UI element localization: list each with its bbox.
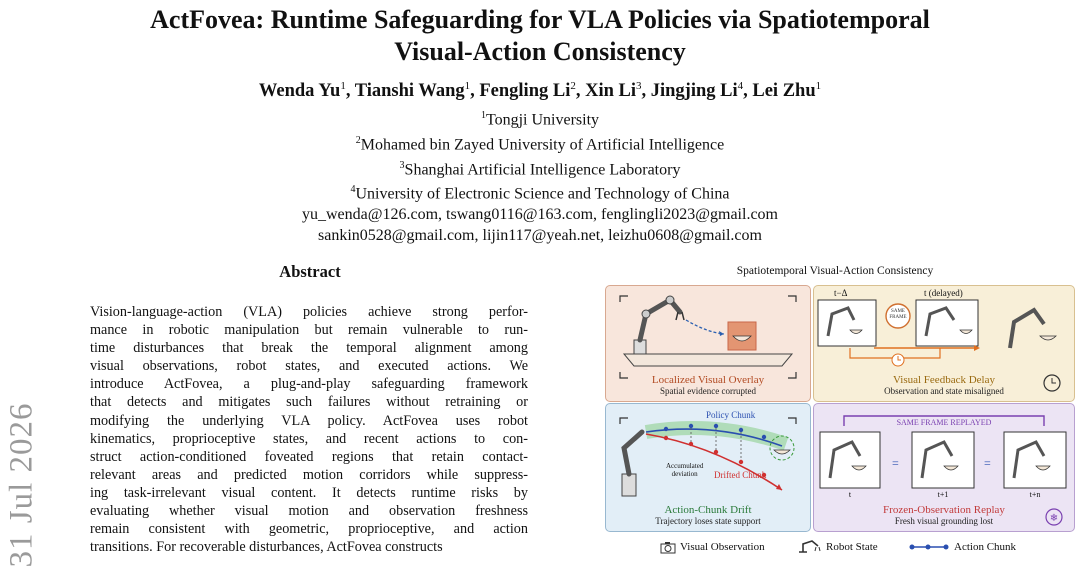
paper-title-line-2: Visual-Action Consistency [394, 37, 686, 66]
overlay-caption [606, 374, 810, 396]
affiliation-number: 1 [480, 110, 486, 121]
deviation-label: Accumulated deviation [666, 462, 704, 478]
replay-frame-label-t1: t+1 [937, 490, 949, 499]
email-line-2: sankin0528@gmail.com, lijin117@yeah.net, leizhu0608@gmail.com [318, 226, 762, 244]
author-name: Xin Li [585, 81, 636, 102]
abstract-line: visual observations, robot states, and executed actions. We [90, 358, 528, 375]
abstract-line: struct action-conditioned foveated regions that retain contact- [90, 448, 528, 465]
policy-chunk-label: Policy Chunk [706, 410, 756, 420]
affiliation-line [0, 106, 1080, 131]
arxiv-side-stamp [2, 388, 42, 581]
legend-action-chunk: Action Chunk [954, 541, 1017, 553]
abstract-line: evaluating whether visual motion and observation freshness [90, 503, 528, 520]
abstract-line: Vision-language-action (VLA) policies achieve strong perfor- [90, 304, 528, 320]
author-affiliation-mark: 1 [815, 80, 822, 92]
abstract-line: kinematics, proprioceptive states, and recent actions to con- [90, 430, 528, 447]
drift-subtitle: Trajectory loses state support [655, 516, 761, 526]
replay-frame-label-t: t [848, 490, 852, 499]
replay-frame-label-tn: t+n [1029, 490, 1041, 499]
abstract-line: remain consistent with geometric, proprioceptive, and action [90, 521, 528, 538]
legend-robot-state: Robot State [826, 541, 878, 553]
affiliation-name: Shanghai Artificial Intelligence Laboratory [404, 160, 681, 178]
affiliation-name: Mohamed bin Zayed University of Artificial Intelligence [360, 136, 725, 154]
replay-title: Frozen-Observation Replay [883, 504, 1005, 516]
affiliation-number: 4 [350, 184, 356, 196]
affiliation-name: University of Electronic Science and Technology of China [355, 185, 730, 203]
action-chunk-icon [908, 541, 950, 553]
replay-banner: SAME FRAME REPLAYED [896, 418, 992, 427]
abstract-line: time disturbances that break the temporal alignment among [90, 340, 528, 357]
affiliation-number: 2 [355, 134, 361, 146]
figure-title: Spatiotemporal Visual-Action Consistency [736, 265, 934, 277]
abstract-line: that detects and mitigates such failures without retraining or [90, 394, 528, 411]
same-frame-badge: SAME FRAME [889, 309, 907, 320]
affiliation-number: 3 [399, 159, 405, 171]
author-separator: , [743, 81, 753, 102]
delay-caption [814, 374, 1074, 396]
drifted-chunk-label: Drifted Chunk [714, 470, 767, 480]
abstract-line: transitions. For recoverable disturbances, ActFovea constructs [90, 539, 443, 556]
author-separator: , [345, 81, 355, 102]
author-affiliation-mark: 3 [636, 80, 642, 92]
delay-label-left: t−Δ [834, 288, 848, 298]
drift-caption [606, 504, 810, 526]
drift-title: Action-Chunk Drift [664, 504, 752, 516]
abstract-line: ing task-irrelevant visual content. It detects runtime risks by [90, 484, 528, 501]
author-separator: , [575, 81, 586, 102]
abstract-line: mance in robotic manipulation but remain vulnerable to run- [90, 322, 528, 339]
replay-equals-1: = [892, 456, 899, 470]
affiliation-line [0, 180, 1080, 205]
author-separator: , [641, 81, 651, 102]
delay-label-right: t (delayed) [924, 288, 963, 298]
author-name: Jingjing Li [650, 81, 738, 102]
author-affiliation-mark: 2 [570, 80, 576, 92]
replay-caption [814, 504, 1074, 526]
author-name: Tianshi Wang [354, 81, 465, 102]
author-name: Fengling Li [479, 81, 571, 102]
robot-arm-icon [796, 538, 822, 554]
panel-frozen-observation-replay [813, 403, 1075, 532]
panel-visual-feedback-delay [813, 285, 1075, 402]
author-name: Lei Zhu [752, 81, 816, 102]
abstract-heading: Abstract [279, 262, 341, 281]
affiliation-name: Tongji University [485, 111, 600, 129]
affiliation-line [0, 156, 1080, 181]
author-name: Wenda Yu [258, 81, 341, 102]
delay-subtitle: Observation and state misaligned [884, 386, 1004, 396]
replay-equals-2: = [984, 456, 991, 470]
author-separator: , [470, 81, 480, 102]
affiliation-line [0, 131, 1080, 156]
author-list [0, 80, 1080, 102]
abstract-line: relevant areas and predicted motion corridors while suppress- [90, 466, 528, 483]
author-affiliation-mark: 1 [340, 80, 346, 92]
author-affiliation-mark: 1 [464, 80, 471, 92]
abstract-line: modifying the underlying VLA policy. ActFovea uses robot [90, 412, 528, 429]
paper-title-line-1: ActFovea: Runtime Safeguarding for VLA Policies via Spatiotemporal [150, 5, 930, 34]
svg-text:❄: ❄ [1049, 513, 1059, 524]
abstract-body [90, 303, 528, 556]
paper-title [0, 4, 1080, 68]
author-affiliation-mark: 4 [737, 80, 744, 92]
abstract-line: introduce ActFovea, a plug-and-play safeguarding framework [90, 376, 528, 393]
panel-visual-overlay [605, 285, 811, 402]
replay-subtitle: Fresh visual grounding lost [894, 516, 994, 526]
side-stamp-date: 31 Jul 2026 [3, 401, 40, 568]
camera-icon [660, 541, 676, 554]
email-line-1: yu_wenda@126.com, tswang0116@163.com, fenglingli2023@gmail.com [302, 206, 778, 224]
overlay-subtitle: Spatial evidence corrupted [660, 386, 756, 396]
overlay-title: Localized Visual Overlay [651, 374, 765, 386]
affiliations [0, 106, 1080, 246]
delay-title: Visual Feedback Delay [893, 374, 995, 386]
panel-action-chunk-drift [605, 403, 811, 532]
legend-visual-observation: Visual Observation [680, 541, 765, 553]
